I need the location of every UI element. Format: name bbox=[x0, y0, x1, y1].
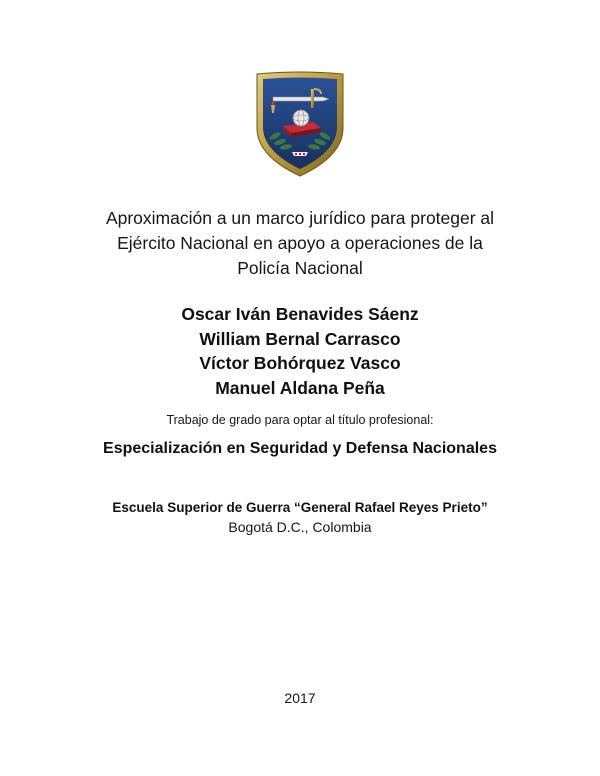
author-list bbox=[60, 302, 540, 400]
thesis-title bbox=[60, 206, 540, 281]
author-name: Víctor Bohórquez Vasco bbox=[199, 353, 401, 373]
military-school-shield-icon bbox=[251, 70, 349, 178]
publication-year: 2017 bbox=[284, 690, 316, 706]
thesis-title-line: Policía Nacional bbox=[237, 258, 363, 278]
degree-purpose: Trabajo de grado para optar al título profesional: bbox=[166, 413, 434, 427]
author-name: Manuel Aldana Peña bbox=[215, 377, 385, 398]
author-name: William Bernal Carrasco bbox=[199, 328, 401, 349]
institution-name: Escuela Superior de Guerra “General Rafael Reyes Prieto” bbox=[112, 500, 488, 515]
degree-title: Especialización en Seguridad y Defensa Nacionales bbox=[103, 440, 497, 457]
author-name: Oscar Iván Benavides Sáenz bbox=[181, 304, 419, 324]
thesis-title-line: Aproximación a un marco jurídico para proteger al bbox=[105, 208, 495, 228]
thesis-title-line: Ejército Nacional en apoyo a operaciones de la bbox=[117, 233, 483, 253]
institution-location: Bogotá D.C., Colombia bbox=[228, 519, 372, 535]
